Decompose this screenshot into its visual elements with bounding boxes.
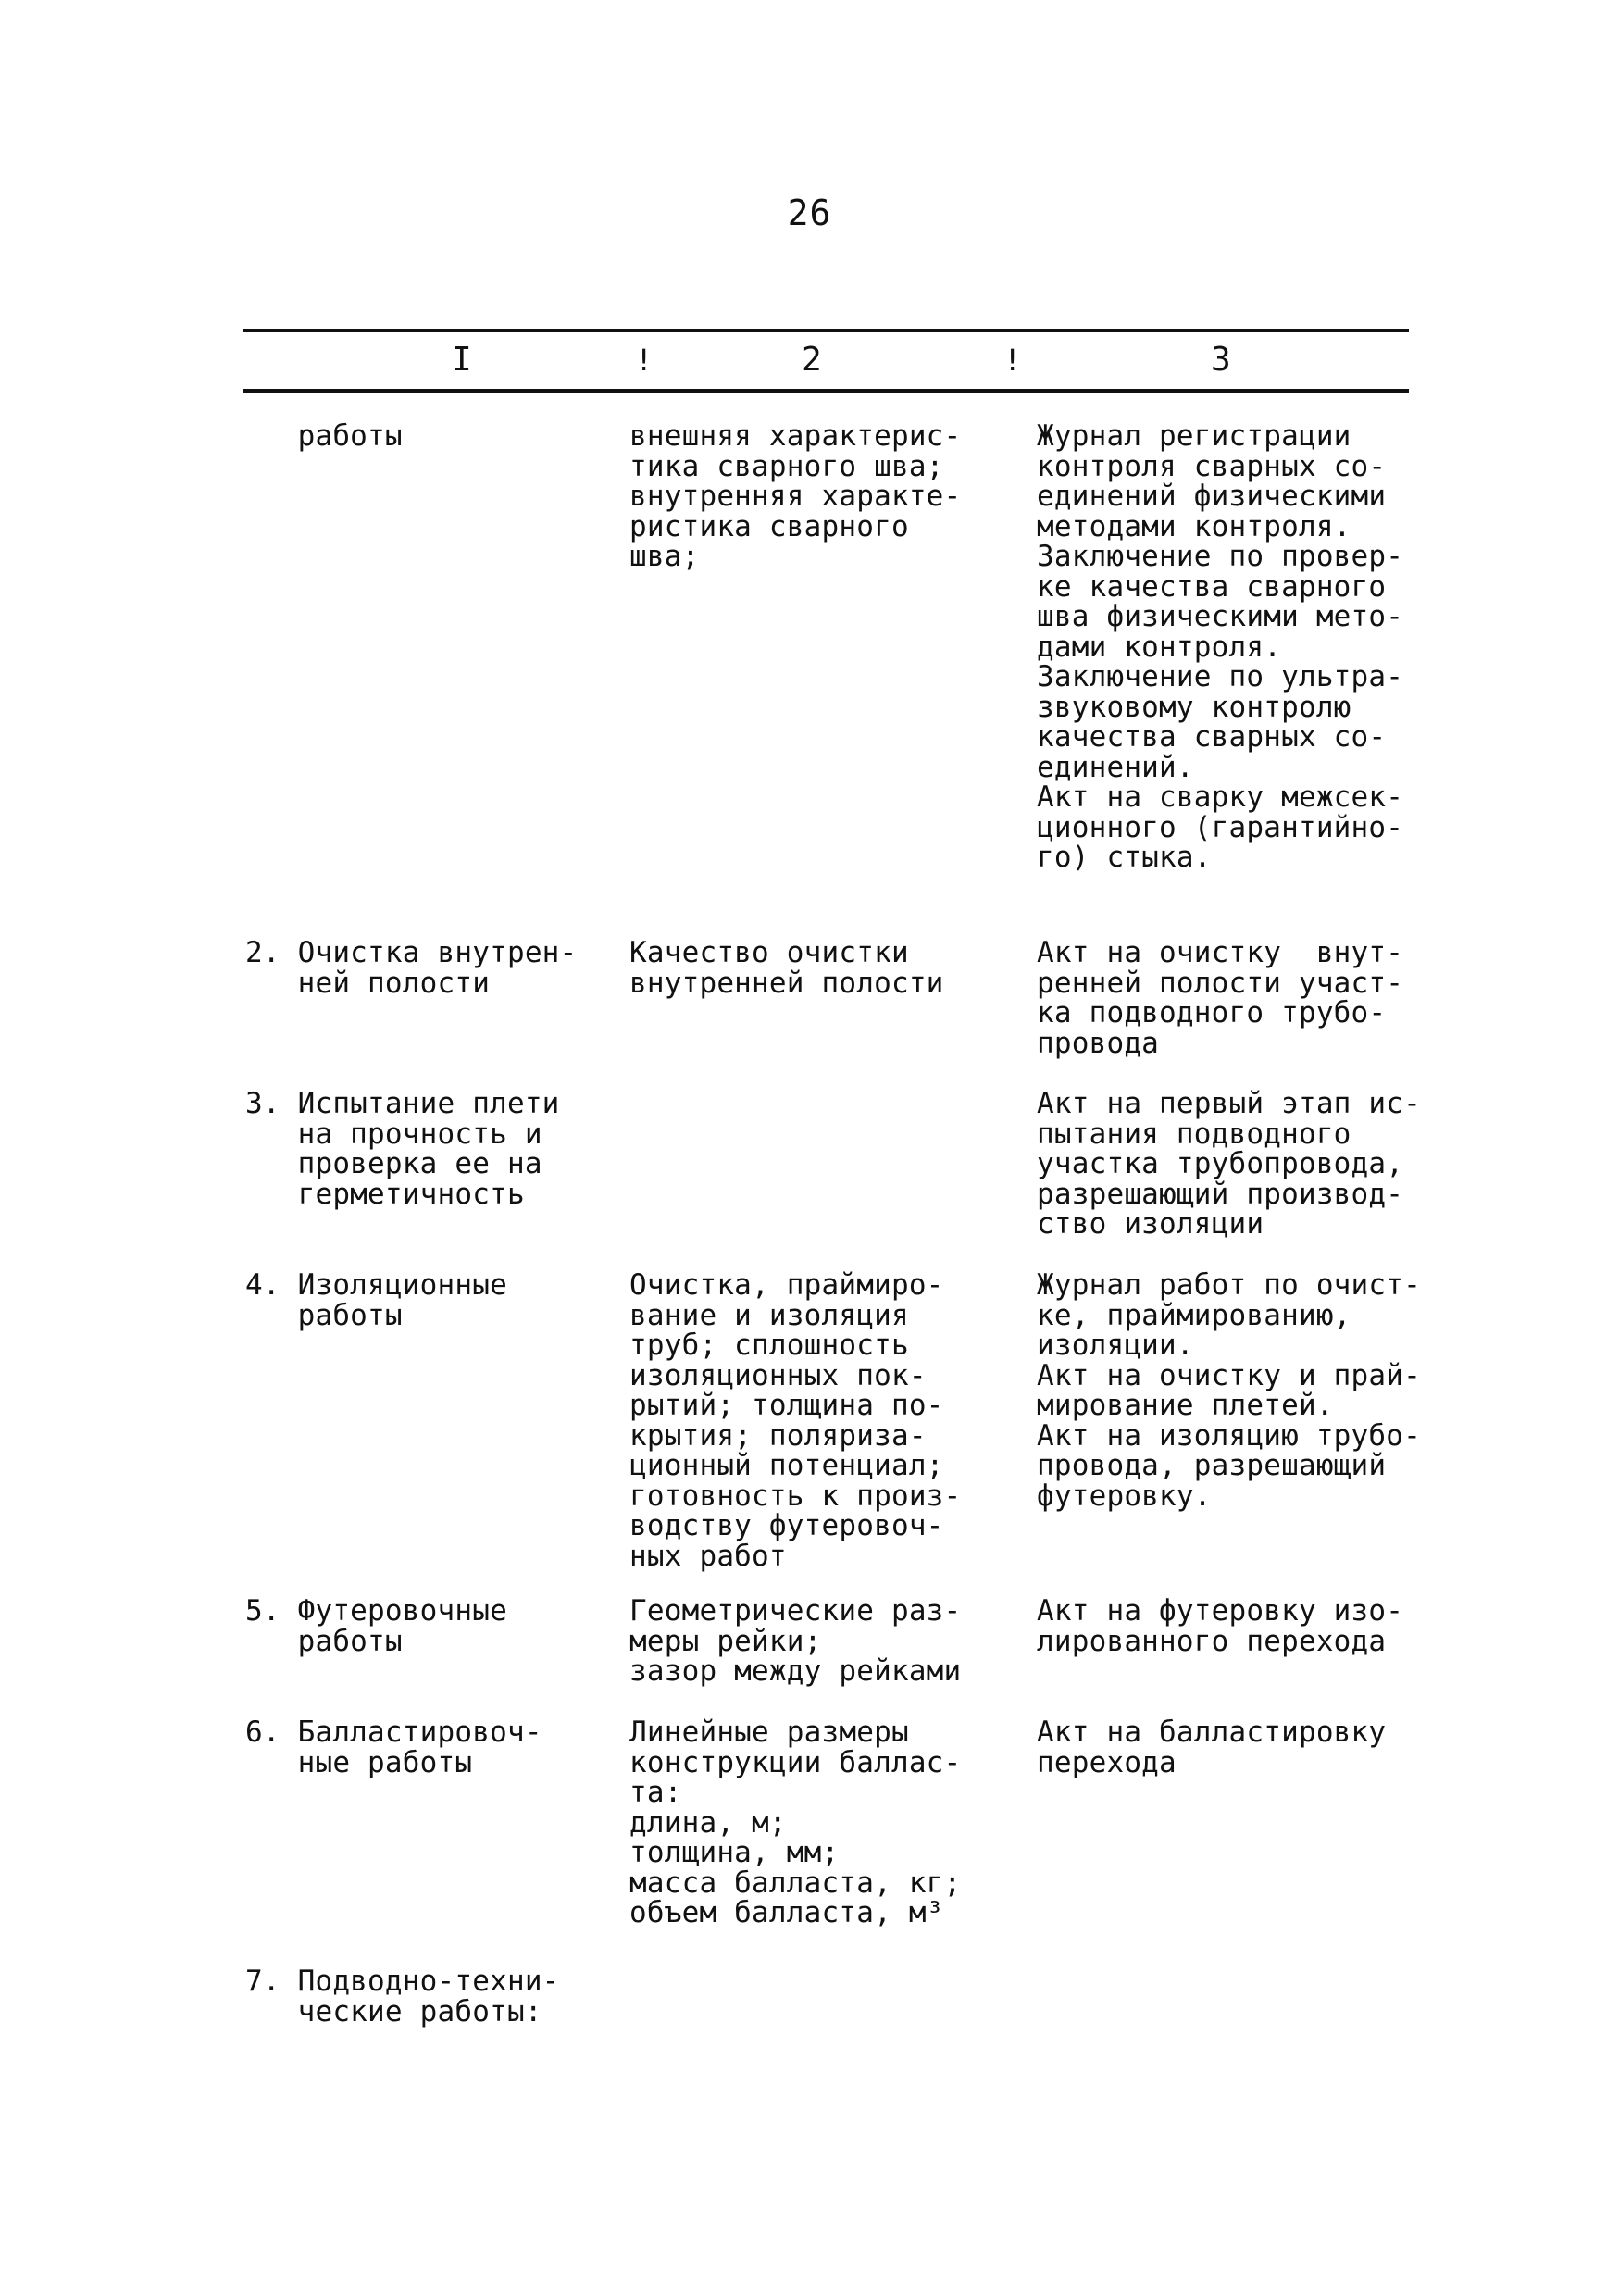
row-4-col3: Журнал работ по очист- ке, праймированию, изоляции. Акт на очистку и прай- мирование плетей. Акт на изоляцию трубо- провода, разрешающий футеровку. — [1037, 1268, 1421, 1513]
table-top-rule — [243, 329, 1409, 332]
row-4-col2: Очистка, праймиро- вание и изоляция труб; сплошность изоляционных пок- рытий; толщина по- крытия; поляриза- ционный потенциал; готовность к произ- водству футеровоч- ных работ — [629, 1268, 962, 1573]
row-5-col1: 5. Футеровочные работы — [245, 1594, 507, 1658]
row-1-col3: Журнал регистрации контроля сварных со- единений физическими методами контроля. Заключение по провер- ке качества сварного шва физическими мето- дами контроля. Заключение по ультра- звуковому контролю качества сварных со- единений. Акт на сварку межсек- ционного (гарантийно- го) стыка. — [1037, 419, 1404, 874]
header-col1: I — [452, 341, 472, 379]
row-4-col1: 4. Изоляционные работы — [245, 1268, 507, 1332]
header-separator-1: ! — [635, 343, 654, 378]
header-col3: 3 — [1211, 341, 1231, 379]
row-1-col1: работы — [245, 419, 403, 453]
row-1-col2: внешняя характерис- тика сварного шва; внутренняя характе- ристика сварного шва; — [629, 419, 962, 573]
row-3-col3: Акт на первый этап ис- пытания подводного участка трубопровода, разрешающий производ- ство изоляции — [1037, 1087, 1421, 1241]
row-3-col1: 3. Испытание плети на прочность и проверка ее на герметичность — [245, 1087, 560, 1211]
row-5-col3: Акт на футеровку изо- лированного перехода — [1037, 1594, 1404, 1658]
row-7-col1: 7. Подводно-техни- ческие работы: — [245, 1965, 560, 2028]
row-6-col3: Акт на балластировку перехода — [1037, 1716, 1387, 1779]
header-col2: 2 — [802, 341, 822, 379]
row-5-col2: Геометрические раз- меры рейки; зазор между рейками — [629, 1594, 962, 1688]
page-number: 26 — [787, 193, 832, 233]
row-2-col3: Акт на очистку внут- ренней полости участ- ка подводного трубо- провода — [1037, 936, 1404, 1060]
row-2-col2: Качество очистки внутренней полости — [629, 936, 944, 1000]
row-6-col2: Линейные размеры конструкции баллас- та: длина, м; толщина, мм; масса балласта, кг; объем балласта, м³ — [629, 1716, 962, 1929]
header-separator-2: ! — [1003, 343, 1022, 378]
row-2-col1: 2. Очистка внутрен- ней полости — [245, 936, 578, 1000]
table-header-rule — [243, 389, 1409, 393]
row-6-col1: 6. Балластировоч- ные работы — [245, 1716, 542, 1779]
